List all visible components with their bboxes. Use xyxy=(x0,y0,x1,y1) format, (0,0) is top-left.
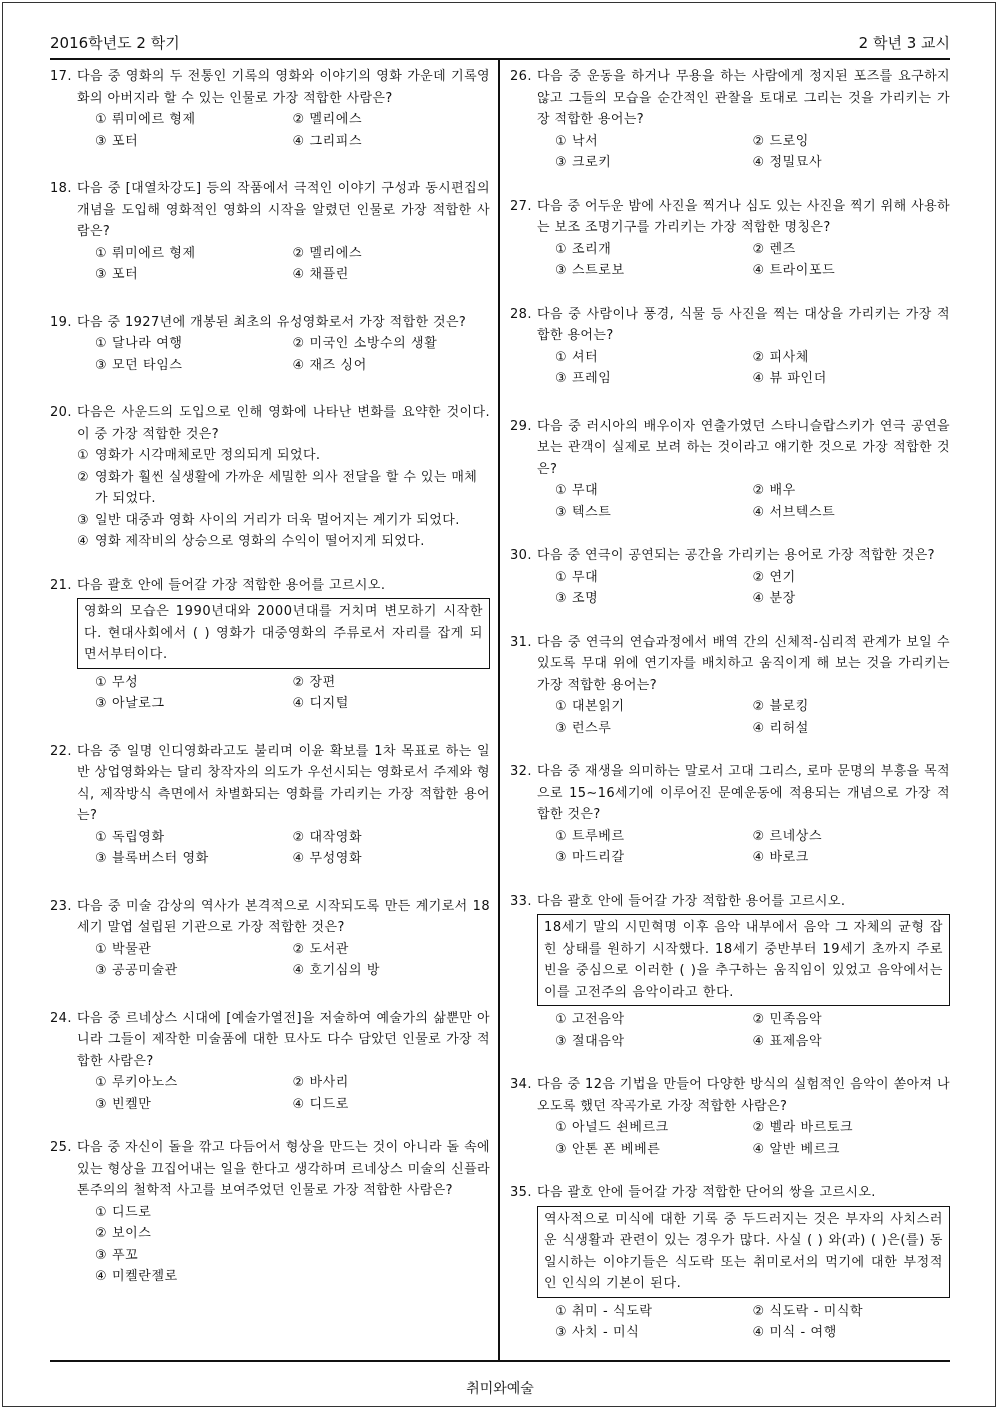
option-marker: ③ xyxy=(77,512,90,528)
answer-options xyxy=(537,131,950,174)
question-number: 27. xyxy=(510,198,532,214)
answer-option: ③ 포터 xyxy=(95,267,139,282)
question-text: 다음 중 어두운 밤에 사진을 찍거나 심도 있는 사진을 찍기 위해 사용하는 보조 조명기구를 가리키는 가장 적합한 명칭은? xyxy=(537,198,950,235)
answer-option: ① 대본읽기 xyxy=(555,699,625,714)
question xyxy=(510,1074,950,1160)
answer-option xyxy=(77,510,490,532)
answer-option: ③ 프레임 xyxy=(555,371,612,386)
footer-rule xyxy=(50,1360,950,1362)
answer-options xyxy=(537,1301,950,1344)
question-text: 다음 중 자신이 돌을 깎고 다듬어서 형상을 만드는 것이 아니라 돌 속에 있는 형상을 끄집어내는 일을 한다고 생각하며 르네상스 미술의 신플라톤주의의 철학적 사고를 보여주었던 인물로 가장 적합한 사람은? xyxy=(77,1140,490,1198)
answer-option: ① 낙서 xyxy=(555,133,599,149)
answer-option: ① 뤼미에르 형제 xyxy=(95,245,196,261)
answer-option: ③ 아날로그 xyxy=(95,696,165,711)
question xyxy=(510,416,950,524)
answer-options xyxy=(77,672,490,715)
answer-option: ③ 빈켈만 xyxy=(95,1096,152,1112)
subject-footer: 취미와예술 xyxy=(466,1381,534,1397)
answer-options xyxy=(537,239,950,282)
answer-option: ③ 모던 타임스 xyxy=(95,357,183,373)
passage-box: 영화의 모습은 1990년대와 2000년대를 거치며 변모하기 시작한다. 현대사회에서 ( ) 영화가 대중영화의 주류로서 자리를 잡게 되면서부터이다. xyxy=(77,598,490,669)
passage-box: 18세기 말의 시민혁명 이후 음악 내부에서 음악 그 자체의 균형 잡힌 상태를 원하기 시작했다. 18세기 중반부터 19세기 초까지 주로 빈을 중심으로 이러한 ( )을 추구하는 움직임이 있었고 음악에서는 이를 고전주의 음악이라고 한다. xyxy=(537,914,950,1006)
answer-option: ④ 표제음악 xyxy=(752,1033,823,1049)
left-column xyxy=(50,66,490,1288)
question xyxy=(50,1137,490,1288)
question-number: 25. xyxy=(50,1140,72,1155)
answer-option: ④ 바로크 xyxy=(752,850,809,865)
answer-option: ④ 재즈 싱어 xyxy=(292,357,367,373)
answer-option: ④ 뷰 파인더 xyxy=(752,371,827,386)
answer-option: ② 르네상스 xyxy=(752,828,823,844)
answer-option: ③ 크로키 xyxy=(555,155,612,170)
answer-option: ② 배우 xyxy=(752,483,796,498)
answer-option: ④ 미켈란젤로 xyxy=(95,1269,178,1284)
answer-option: ③ 푸꼬 xyxy=(95,1247,139,1263)
answer-options xyxy=(77,827,490,870)
question-text: 다음 중 러시아의 배우이자 연출가였던 스타니슬랍스키가 연극 공연을 보는 관객이 실제로 보려 하는 것이라고 얘기한 것으로 가장 적합한 것은? xyxy=(537,418,950,477)
question xyxy=(510,761,950,869)
answer-option: ③ 공공미술관 xyxy=(95,963,178,978)
answer-options xyxy=(77,1072,490,1115)
question xyxy=(50,402,490,553)
answer-option: ② 멜리에스 xyxy=(292,112,363,127)
answer-option: ② 대작영화 xyxy=(292,829,363,845)
page-header xyxy=(50,28,950,56)
question-number: 20. xyxy=(50,405,72,420)
answer-option: ④ 호기심의 방 xyxy=(292,963,381,978)
question xyxy=(50,312,490,377)
question-number: 24. xyxy=(50,1010,72,1026)
passage-box: 역사적으로 미식에 대한 기록 중 두드러지는 것은 부자의 사치스러운 식생활과 관련이 있는 경우가 많다. 사실 ( ) 와(과) ( )은(를) 동일시하는 이야기들은 식도락 또는 취미로서의 먹기에 대한 부정적인 인식의 기본이 된다. xyxy=(537,1206,950,1298)
answer-option: ① 아널드 쇤베르크 xyxy=(555,1120,669,1135)
option-marker: ② xyxy=(77,469,90,485)
question xyxy=(510,196,950,282)
question xyxy=(50,896,490,982)
answer-option: ① 독립영화 xyxy=(95,829,165,845)
question-number: 21. xyxy=(50,577,72,593)
answer-option: ① 조리개 xyxy=(555,241,612,257)
answer-option: ② 블로킹 xyxy=(752,699,809,714)
question-text: 다음 중 [대열차강도] 등의 작품에서 극적인 이야기 구성과 동시편집의 개념을 도입해 영화적인 영화의 시작을 알렸던 인물로 가장 적합한 사람은? xyxy=(77,181,490,239)
answer-option: ④ 트라이포드 xyxy=(752,263,836,278)
question-number: 29. xyxy=(510,418,532,434)
question-text: 다음 괄호 안에 들어갈 가장 적합한 용어를 고르시오. xyxy=(537,893,846,909)
answer-option: ④ 그리피스 xyxy=(292,133,363,149)
question-text: 다음 중 운동을 하거나 무용을 하는 사람에게 정지된 포즈를 요구하지 않고 그들의 모습을 순간적인 관찰을 토대로 그리는 것을 가리키는 가장 적합한 용어는? xyxy=(537,69,950,127)
answer-option: ① 박물관 xyxy=(95,941,152,957)
answer-option: ③ 안톤 폰 베베른 xyxy=(555,1141,661,1157)
option-marker: ④ xyxy=(77,534,90,549)
answer-option: ② 바사리 xyxy=(292,1075,349,1090)
header-rule xyxy=(50,58,950,60)
question xyxy=(510,1182,950,1344)
question-text: 다음 중 사람이나 풍경, 식물 등 사진을 찍는 대상을 가리키는 가장 적합한 용어는? xyxy=(537,306,950,343)
answer-option: ② 식도락 - 미식학 xyxy=(752,1303,864,1319)
answer-options xyxy=(77,333,490,376)
answer-option: ④ 서브텍스트 xyxy=(752,504,836,520)
question xyxy=(510,545,950,610)
question-text: 다음 중 일명 인디영화라고도 불리며 이윤 확보를 1차 목표로 하는 일반 상업영화와는 달리 창작자의 의도가 우선시되는 영화로서 주제와 형식, 제작방식 측면에서 차별화되는 영화를 가리키는 가장 적합한 용어는? xyxy=(77,743,490,823)
question-number: 34. xyxy=(510,1077,532,1092)
question-number: 33. xyxy=(510,893,532,909)
question-text: 다음 중 연극의 연습과정에서 배역 간의 신체적-심리적 관계가 보일 수 있도록 무대 위에 연기자를 배치하고 움직이게 해 보는 것을 가리키는 가장 적합한 용어는? xyxy=(537,634,950,693)
right-column xyxy=(510,66,950,1344)
question-number: 26. xyxy=(510,69,532,84)
option-marker: ① xyxy=(77,448,90,463)
question-text: 다음 중 재생을 의미하는 말로서 고대 그리스, 로마 문명의 부흥을 목적으로 15∼16세기에 이루어진 문예운동에 적용되는 개념으로 가장 적합한 것은? xyxy=(537,764,950,822)
question-text: 다음 괄호 안에 들어갈 가장 적합한 단어의 쌍을 고르시오. xyxy=(537,1185,876,1200)
question-number: 18. xyxy=(50,181,72,196)
answer-option: ④ 디드로 xyxy=(292,1096,349,1112)
answer-option: ① 트루베르 xyxy=(555,828,625,844)
answer-option: ④ 분장 xyxy=(752,591,796,606)
answer-options xyxy=(537,696,950,739)
answer-option: ② 미국인 소방수의 생활 xyxy=(292,336,438,351)
answer-option: ① 무대 xyxy=(555,483,599,498)
question-text: 다음은 사운드의 도입으로 인해 영화에 나타난 변화를 요약한 것이다. 이 중 가장 적합한 것은? xyxy=(77,405,490,442)
answer-option: ③ 런스루 xyxy=(555,720,612,736)
answer-option: ② 멜리에스 xyxy=(292,245,363,261)
answer-option: ① 무성 xyxy=(95,674,139,690)
question-text: 다음 괄호 안에 들어갈 가장 적합한 용어를 고르시오. xyxy=(77,577,386,593)
option-text: 영화가 시각매체로만 정의되게 되었다. xyxy=(95,448,321,463)
question-number: 19. xyxy=(50,314,72,330)
answer-option: ① 셔터 xyxy=(555,349,599,365)
answer-option: ③ 블록버스터 영화 xyxy=(95,851,209,866)
answer-option: ② 드로잉 xyxy=(752,133,809,149)
answer-option: ③ 텍스트 xyxy=(555,504,612,520)
question-text: 다음 중 연극이 공연되는 공간을 가리키는 용어로 가장 적합한 것은? xyxy=(537,548,935,563)
question-text: 다음 중 르네상스 시대에 [예술가열전]을 저술하여 예술가의 삶뿐만 아니라 그들이 제작한 미술품에 대한 묘사도 다수 담았던 인물로 가장 적합한 사람은? xyxy=(77,1010,490,1069)
answer-option: ④ 무성영화 xyxy=(292,851,363,866)
answer-option: ② 렌즈 xyxy=(752,241,796,257)
answer-option: ④ 리허설 xyxy=(752,720,809,736)
question-number: 35. xyxy=(510,1185,532,1200)
answer-options xyxy=(77,1202,490,1288)
answer-option: ③ 포터 xyxy=(95,133,139,149)
answer-options xyxy=(77,243,490,286)
answer-option: ② 연기 xyxy=(752,569,796,585)
answer-option: ③ 절대음악 xyxy=(555,1033,625,1049)
question-number: 32. xyxy=(510,764,532,779)
question xyxy=(50,178,490,286)
answer-options xyxy=(537,347,950,390)
answer-option: ④ 정밀묘사 xyxy=(752,155,823,170)
answer-option: ① 루키아노스 xyxy=(95,1075,178,1090)
answer-option: ① 취미 - 식도락 xyxy=(555,1303,653,1319)
answer-option: ③ 사치 - 미식 xyxy=(555,1325,640,1340)
question xyxy=(50,1008,490,1116)
question-text: 다음 중 12음 기법을 만들어 다양한 방식의 실험적인 음악이 쏟아져 나오도록 했던 작곡가로 가장 적합한 사람은? xyxy=(537,1077,950,1114)
answer-option: ② 피사체 xyxy=(752,349,809,365)
answer-options xyxy=(537,1117,950,1160)
answer-option: ③ 스트로보 xyxy=(555,263,625,278)
answer-options xyxy=(77,939,490,982)
option-text: 영화가 훨씬 실생활에 가까운 세밀한 의사 전달을 할 수 있는 매체가 되었다. xyxy=(95,469,478,506)
question-text: 다음 중 미술 감상의 역사가 본격적으로 시작되도록 만든 계기로서 18세기 말엽 설립된 기관으로 가장 적합한 것은? xyxy=(77,898,490,935)
answer-option: ① 무대 xyxy=(555,569,599,585)
answer-option xyxy=(77,445,490,467)
answer-option: ① 뤼미에르 형제 xyxy=(95,112,196,127)
exam-session: 2 학년 3 교시 xyxy=(858,34,950,52)
answer-option xyxy=(77,467,490,510)
answer-option: ④ 미식 - 여행 xyxy=(752,1325,837,1340)
option-text: 일반 대중과 영화 사이의 거리가 더욱 멀어지는 계기가 되었다. xyxy=(95,512,460,528)
answer-options xyxy=(537,1009,950,1052)
answer-option: ② 보이스 xyxy=(95,1226,152,1241)
exam-term: 2016학년도 2 학기 xyxy=(50,34,180,52)
question-number: 23. xyxy=(50,898,72,914)
question xyxy=(50,741,490,870)
answer-options xyxy=(537,480,950,523)
question-number: 31. xyxy=(510,634,532,650)
answer-option: ④ 디지털 xyxy=(292,696,349,711)
answer-option: ① 디드로 xyxy=(95,1204,152,1220)
question xyxy=(510,632,950,740)
answer-option: ④ 채플린 xyxy=(292,267,349,282)
answer-options xyxy=(537,826,950,869)
question-text: 다음 중 영화의 두 전통인 기록의 영화와 이야기의 영화 가운데 기록영화의 아버지라 할 수 있는 인물로 가장 적합한 사람은? xyxy=(77,69,490,106)
answer-option: ③ 조명 xyxy=(555,591,599,606)
answer-option: ② 장편 xyxy=(292,674,336,690)
column-divider xyxy=(498,60,500,1360)
option-text: 영화 제작비의 상승으로 영화의 수익이 떨어지게 되었다. xyxy=(95,534,425,549)
question xyxy=(510,304,950,390)
answer-option: ② 도서관 xyxy=(292,941,349,957)
question-number: 22. xyxy=(50,743,72,759)
question xyxy=(510,891,950,1053)
answer-option: ① 달나라 여행 xyxy=(95,336,183,351)
answer-option: ② 민족음악 xyxy=(752,1012,823,1027)
answer-options xyxy=(537,567,950,610)
question-number: 28. xyxy=(510,306,532,322)
question-text: 다음 중 1927년에 개봉된 최초의 유성영화로서 가장 적합한 것은? xyxy=(77,314,467,330)
answer-option: ② 벨라 바르토크 xyxy=(752,1120,854,1135)
question xyxy=(510,66,950,174)
answer-option: ④ 알반 베르크 xyxy=(752,1141,841,1157)
question-number: 30. xyxy=(510,548,532,563)
answer-options xyxy=(77,109,490,152)
question xyxy=(50,66,490,152)
question-number: 17. xyxy=(50,69,72,84)
answer-option xyxy=(77,531,490,553)
question xyxy=(50,575,490,715)
answer-option: ③ 마드리갈 xyxy=(555,850,625,865)
answer-option: ① 고전음악 xyxy=(555,1012,625,1027)
